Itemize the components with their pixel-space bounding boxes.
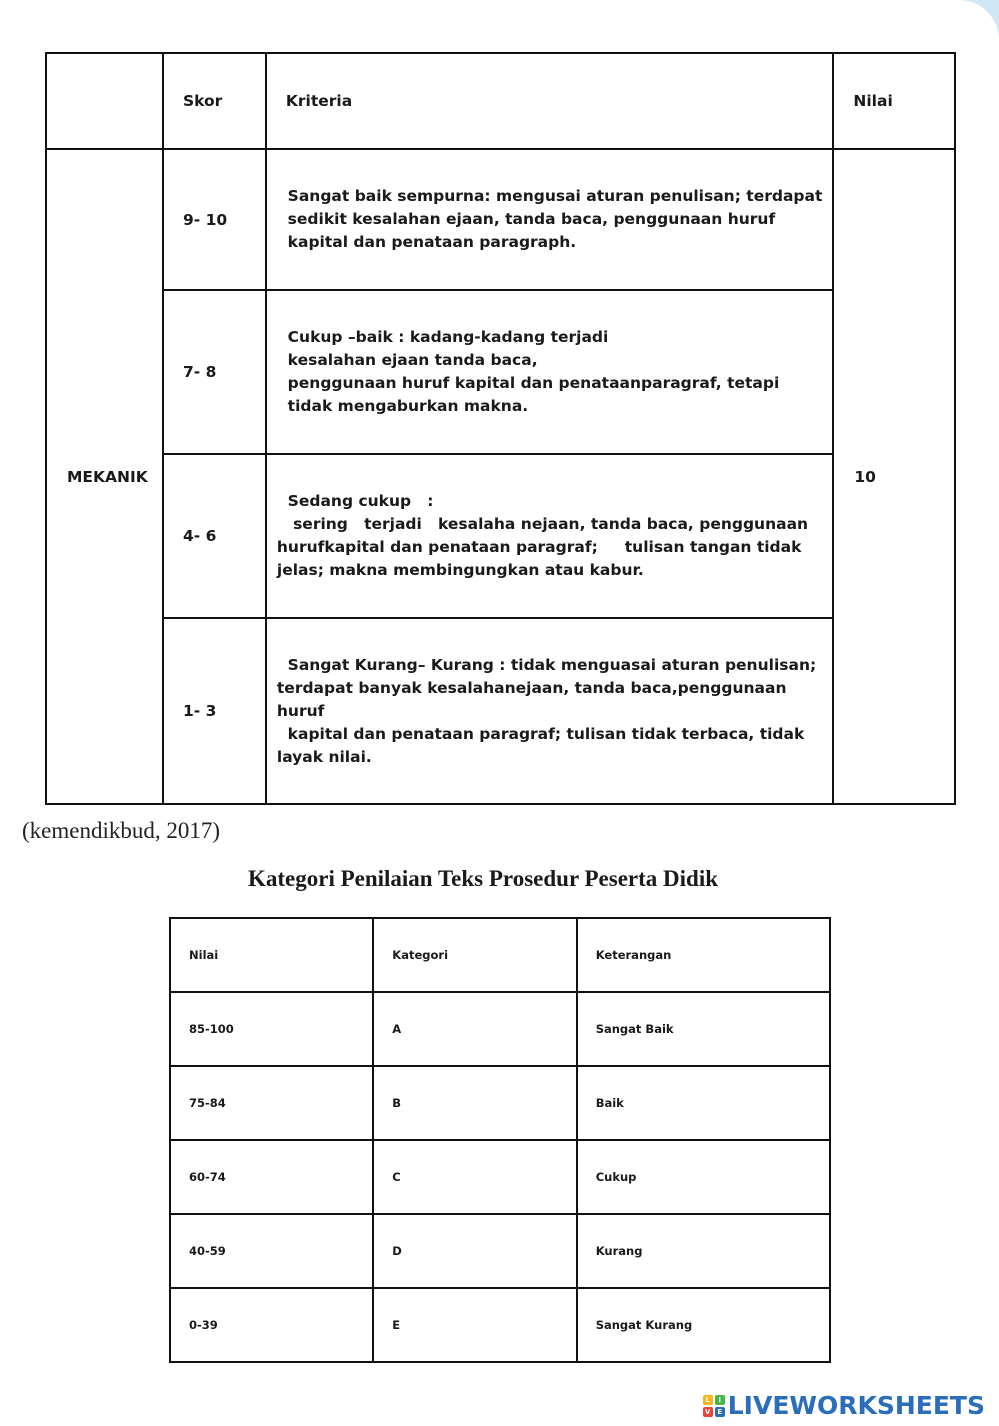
rubric-aspect-cell: MEKANIK [46,149,163,804]
category-description-cell: Sangat Baik [577,992,830,1066]
rubric-table [45,52,956,805]
rubric-criteria-cell [266,454,834,618]
category-range-cell: 40-59 [170,1214,373,1288]
criteria-line: huruf [276,701,325,720]
table-row [170,992,830,1066]
rubric-header-row [46,53,955,149]
category-description-cell: Kurang [577,1214,830,1288]
rubric-row [46,618,955,804]
rubric-header-value: Nilai [833,53,955,149]
liveworksheets-logo-icon [703,1395,725,1417]
source-citation: (kemendikbud, 2017) [22,818,221,843]
rubric-score-cell: 9- 10 [163,149,266,290]
rubric-criteria-cell [266,290,834,454]
rubric-score-cell: 4- 6 [163,454,266,618]
category-header-value: Nilai [170,918,373,992]
criteria-line: Sangat baik sempurna: mengusai aturan penulisan; terdapat [276,187,823,205]
criteria-line: Sangat Kurang– Kurang : tidak menguasai aturan penulisan; [276,655,817,674]
category-grade-cell: D [373,1214,576,1288]
rubric-score-cell: 1- 3 [163,618,266,804]
rubric-header-score: Skor [163,53,266,149]
category-range-cell: 75-84 [170,1066,373,1140]
rubric-header-aspect [46,53,163,149]
logo-square: L [703,1395,713,1405]
table-row [170,1288,830,1362]
rubric-criteria-cell [266,149,834,290]
category-description-cell: Sangat Kurang [577,1288,830,1362]
watermark-text: LIVEWORKSHEETS [727,1391,985,1420]
logo-square: I [715,1395,725,1405]
criteria-line: Cukup –baik : kadang-kadang terjadi [276,328,609,346]
liveworksheets-watermark[interactable] [703,1391,985,1420]
category-header-category: Kategori [373,918,576,992]
category-grade-cell: A [373,992,576,1066]
rubric-row [46,454,955,618]
criteria-line: sering terjadi kesalaha nejaan, tanda baca, penggunaan [276,515,809,533]
category-table [169,917,831,1363]
category-grade-cell: C [373,1140,576,1214]
criteria-line: kapital dan penataan paragraf; tulisan tidak terbaca, tidak [276,724,805,743]
category-range-cell: 85-100 [170,992,373,1066]
table-row [170,1140,830,1214]
criteria-line: kapital dan penataan paragraph. [276,233,577,251]
criteria-line: layak nilai. [276,747,372,766]
category-range-cell: 0-39 [170,1288,373,1362]
category-header-row [170,918,830,992]
criteria-line: terdapat banyak kesalahanejaan, tanda baca,penggunaan [276,678,787,697]
criteria-line: jelas; makna membingungkan atau kabur. [276,561,644,579]
criteria-line: sedikit kesalahan ejaan, tanda baca, penggunaan huruf [276,210,776,228]
table-row [170,1214,830,1288]
rubric-value-cell: 10 [833,149,955,804]
criteria-line: Sedang cukup : [276,492,434,510]
category-range-cell: 60-74 [170,1140,373,1214]
logo-square: V [703,1407,713,1417]
category-header-description: Keterangan [577,918,830,992]
category-title: Kategori Penilaian Teks Prosedur Peserta Didik [247,866,719,891]
rubric-header-criteria: Kriteria [266,53,834,149]
criteria-line: tidak mengaburkan makna. [276,397,529,415]
category-description-cell: Cukup [577,1140,830,1214]
logo-square: E [715,1407,725,1417]
rubric-row [46,290,955,454]
criteria-line: penggunaan huruf kapital dan penataanparagraf, tetapi [276,374,780,392]
category-grade-cell: E [373,1288,576,1362]
rubric-score-cell: 7- 8 [163,290,266,454]
table-row [170,1066,830,1140]
criteria-line: hurufkapital dan penataan paragraf; tulisan tangan tidak [276,538,802,556]
category-description-cell: Baik [577,1066,830,1140]
category-grade-cell: B [373,1066,576,1140]
criteria-line: kesalahan ejaan tanda baca, [276,351,538,369]
rubric-row [46,149,955,290]
rubric-criteria-cell [266,618,834,804]
